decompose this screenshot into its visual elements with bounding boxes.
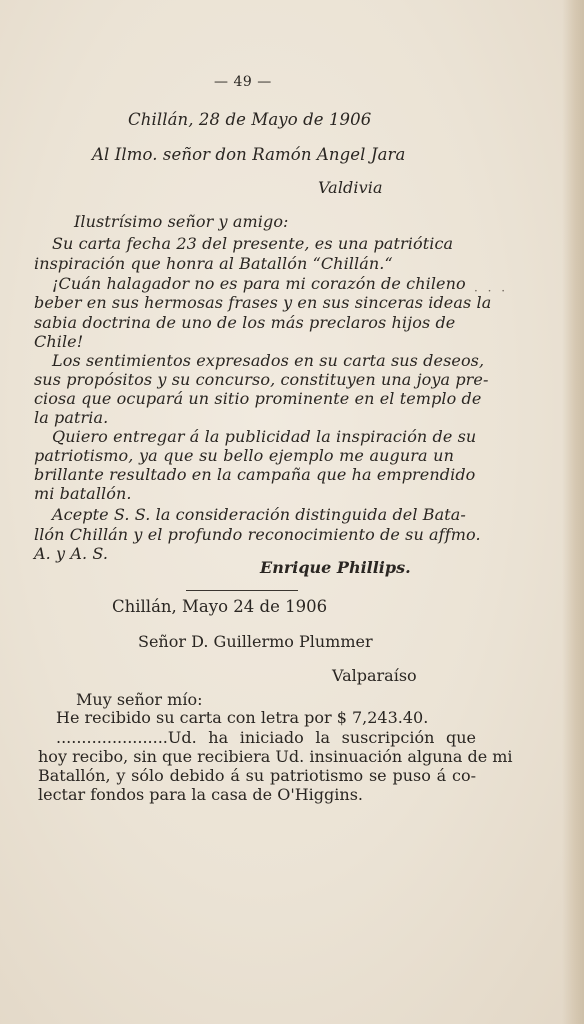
letter1-line-10: la patria. [34,408,109,427]
page-number: — 49 — [214,74,272,90]
letter2-dateline: Chillán, Mayo 24 de 1906 [112,597,328,616]
letter2-line-2: ......................Ud. ha iniciado la suscripción que [56,728,476,747]
letter2-line-3: hoy recibo, sin que recibiera Ud. insinuación alguna de mi [38,747,513,766]
letter1-dateline: Chillán, 28 de Mayo de 1906 [128,110,372,129]
letter2-line-1: He recibido su carta con letra por $ 7,243.40. [56,708,429,727]
print-specks: · · · [474,284,509,298]
letter1-line-17: A. y A. S. [34,544,109,563]
letter1-line-3: ¡Cuán halagador no es para mi corazón de chileno [52,274,466,293]
letter1-line-5: sabia doctrina de uno de los más preclaros hijos de [34,313,456,332]
letter1-line-1: Su carta fecha 23 del presente, es una patriótica [52,234,454,253]
letter1-line-12: patriotismo, ya que su bello ejemplo me augura un [34,446,454,465]
letter1-signature: Enrique Phillips. [260,558,411,577]
letter1-line-4: beber en sus hermosas frases y en sus sinceras ideas la [34,293,492,312]
letter2-place: Valparaíso [332,666,417,685]
letter1-line-6: Chile! [34,332,84,351]
letter1-salutation: Ilustrísimo señor y amigo: [74,212,289,231]
letter1-line-16: llón Chillán y el profundo reconocimiento de su affmo. [34,525,481,544]
page-spine-shadow [562,0,584,1024]
letter2-salutation: Muy señor mío: [76,690,203,709]
letter1-addressee: Al Ilmo. señor don Ramón Angel Jara [92,145,406,164]
letter2-line-5: lectar fondos para la casa de O'Higgins. [38,785,363,804]
letter1-line-13: brillante resultado en la campaña que ha emprendido [34,465,476,484]
letter1-line-11: Quiero entregar á la publicidad la inspiración de su [52,427,477,446]
letter1-line-9: ciosa que ocupará un sitio prominente en el templo de [34,389,482,408]
letter1-line-7: Los sentimientos expresados en su carta sus deseos, [52,351,485,370]
letter1-line-15: Acepte S. S. la consideración distinguida del Bata- [52,505,466,524]
letter1-line-2: inspiración que honra al Batallón “Chillán.“ [34,254,393,273]
letter2-addressee: Señor D. Guillermo Plummer [138,632,373,651]
letter1-place: Valdivia [318,178,383,197]
letter1-line-14: mi batallón. [34,484,132,503]
letter2-line-4: Batallón, y sólo debido á su patriotismo se puso á co- [38,766,476,785]
letter1-line-8: sus propósitos y su concurso, constituyen una joya pre- [34,370,489,389]
letter-divider [186,590,298,591]
